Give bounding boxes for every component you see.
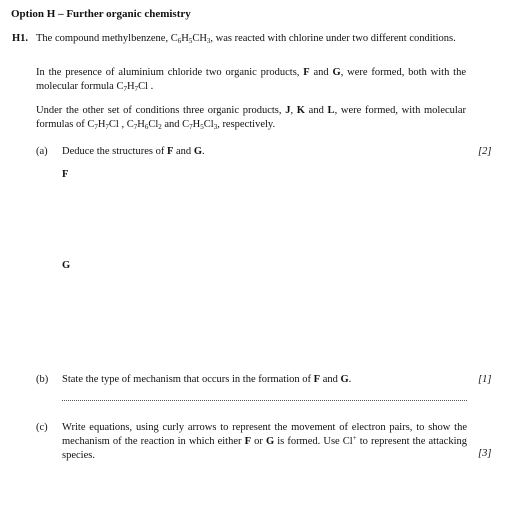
part-a-marks: [2] (478, 146, 492, 157)
part-b-text: State the type of mechanism that occurs in the formation of F and G. (62, 374, 352, 385)
question-paragraph-products: Under the other set of conditions three organic products, J, K and L, were formed, with molecular formulas of $C_7H_7Cl$ , $C_7H_6Cl_2$ and $C_7H_5Cl_3$, respectively. (36, 105, 466, 131)
question-paragraph-catalyst: In the presence of aluminium chloride two organic products, F and G, were formed, both with the molecular formula $C_7H_7Cl$ . (36, 67, 466, 93)
part-a-label: (a) (36, 146, 48, 157)
option-title: Option H – Further organic chemistry (11, 8, 191, 20)
part-b-label: (b) (36, 374, 49, 385)
part-b-marks: [1] (478, 374, 492, 385)
answer-line[interactable] (62, 396, 467, 401)
part-a-text: Deduce the structures of F and G. (62, 146, 205, 157)
part-c-marks: [3] (478, 448, 492, 459)
structure-g-label: G (62, 260, 71, 271)
question-number: H1. (12, 33, 29, 44)
part-c-label: (c) (36, 422, 48, 433)
structure-f-label: F (62, 169, 69, 180)
part-c-text: Write equations, using curly arrows to represent the movement of electron pairs, to show the mechanism of the reaction in which either F or G is formed. Use Cl+ to represent the attacking species. (62, 422, 467, 461)
question-intro: The compound methylbenzene, $C_6H_5CH_3$, was reacted with chlorine under two different conditions. (36, 33, 456, 45)
